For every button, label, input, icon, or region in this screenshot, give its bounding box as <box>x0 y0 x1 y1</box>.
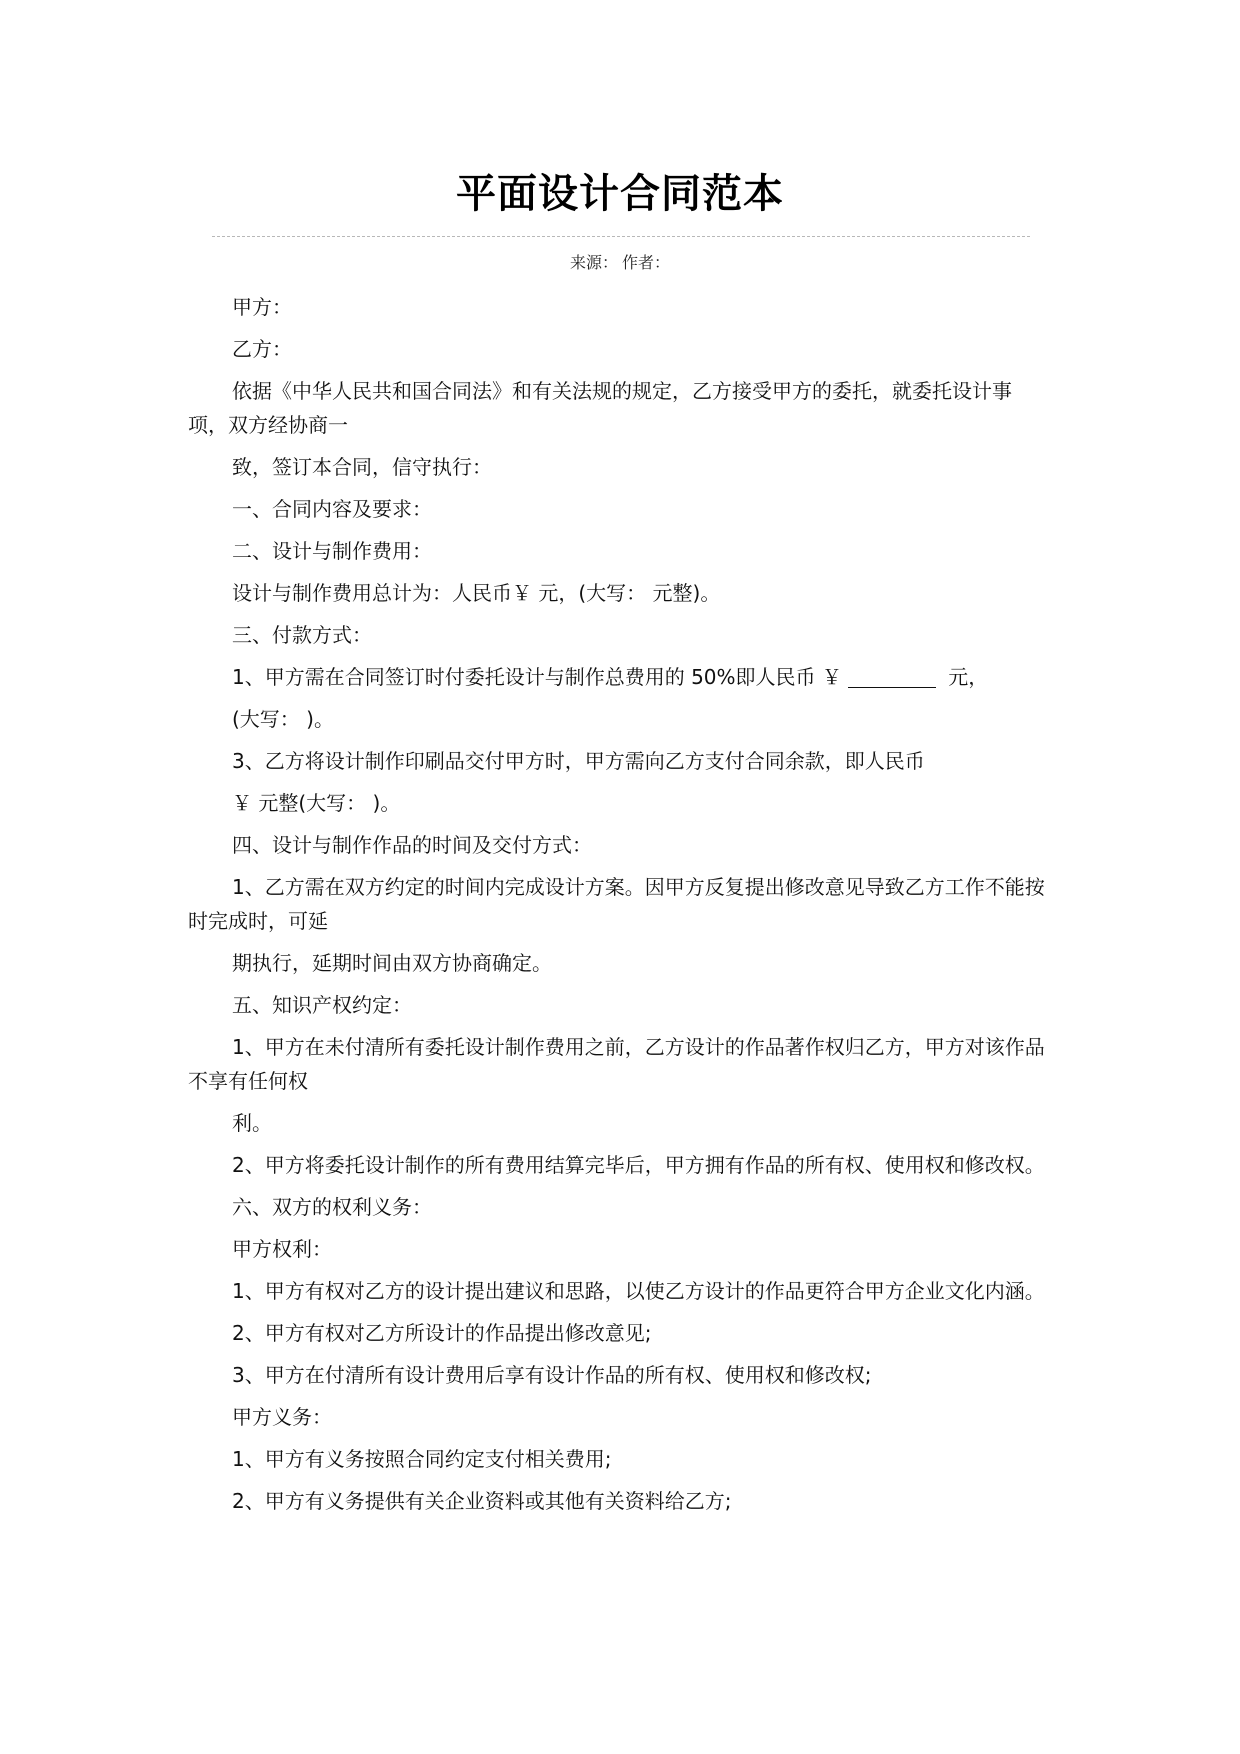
document-body <box>188 290 1050 1526</box>
duties-item-1: 1、甲方有义务按照合同约定支付相关费用; <box>232 1447 612 1471</box>
payment-item-3: 3、乙方将设计制作印刷品交付甲方时，甲方需向乙方支付合同余款，即人民币 <box>232 749 925 773</box>
payment-item-1 <box>188 660 1050 694</box>
party-a-rights-heading: 甲方权利： <box>232 1237 332 1261</box>
ip-item-1-continuation: 利。 <box>232 1111 272 1135</box>
section-heading-5: 五、知识产权约定： <box>232 993 412 1017</box>
payment-item-1-capital: (大写： )。 <box>232 707 334 731</box>
ip-item-2: 2、甲方将委托设计制作的所有费用结算完毕后，甲方拥有作品的所有权、使用权和修改权。 <box>232 1153 1045 1177</box>
payment-item-1-text: 1、甲方需在合同签订时付委托设计与制作总费用的 50%即人民币 ￥ <box>232 665 842 689</box>
section-heading-6: 六、双方的权利义务： <box>232 1195 432 1219</box>
rights-item-1: 1、甲方有权对乙方的设计提出建议和思路，以使乙方设计的作品更符合甲方企业文化内涵。 <box>232 1279 1045 1303</box>
section-heading-3: 三、付款方式： <box>232 623 372 647</box>
duties-item-2: 2、甲方有义务提供有关企业资料或其他有关资料给乙方; <box>232 1489 732 1513</box>
source-label: 来源： <box>569 253 618 272</box>
document-title: 平面设计合同范本 <box>456 171 784 217</box>
rights-item-3: 3、甲方在付清所有设计费用后享有设计作品的所有权、使用权和修改权; <box>232 1363 872 1387</box>
fee-total-line: 设计与制作费用总计为：人民币￥ 元，(大写： 元整)。 <box>232 581 721 605</box>
ip-item-1: 1、甲方在未付清所有委托设计制作费用之前，乙方设计的作品著作权归乙方，甲方对该作品不享有任何权 <box>188 1035 1045 1093</box>
party-a-line: 甲方： <box>232 295 292 319</box>
title-divider <box>212 236 1030 237</box>
payment-item-1-suffix: 元， <box>941 665 989 689</box>
preamble-paragraph: 依据《中华人民共和国合同法》和有关法规的规定，乙方接受甲方的委托，就委托设计事项，双方经协商一 <box>188 379 1012 437</box>
amount-blank-line <box>848 665 936 688</box>
party-b-line: 乙方： <box>232 337 292 361</box>
delivery-item-1-continuation: 期执行，延期时间由双方协商确定。 <box>232 951 552 975</box>
document-meta <box>0 252 1240 274</box>
party-a-duties-heading: 甲方义务： <box>232 1405 332 1429</box>
section-heading-4: 四、设计与制作作品的时间及交付方式： <box>232 833 592 857</box>
section-heading-1: 一、合同内容及要求： <box>232 497 432 521</box>
section-heading-2: 二、设计与制作费用： <box>232 539 432 563</box>
preamble-continuation: 致，签订本合同，信守执行： <box>232 455 492 479</box>
payment-item-3-amount: ￥ 元整(大写： )。 <box>232 791 401 815</box>
delivery-item-1: 1、乙方需在双方约定的时间内完成设计方案。因甲方反复提出修改意见导致乙方工作不能按时完成时，可延 <box>188 875 1045 933</box>
rights-item-2: 2、甲方有权对乙方所设计的作品提出修改意见; <box>232 1321 652 1345</box>
author-label: 作者： <box>622 253 671 272</box>
